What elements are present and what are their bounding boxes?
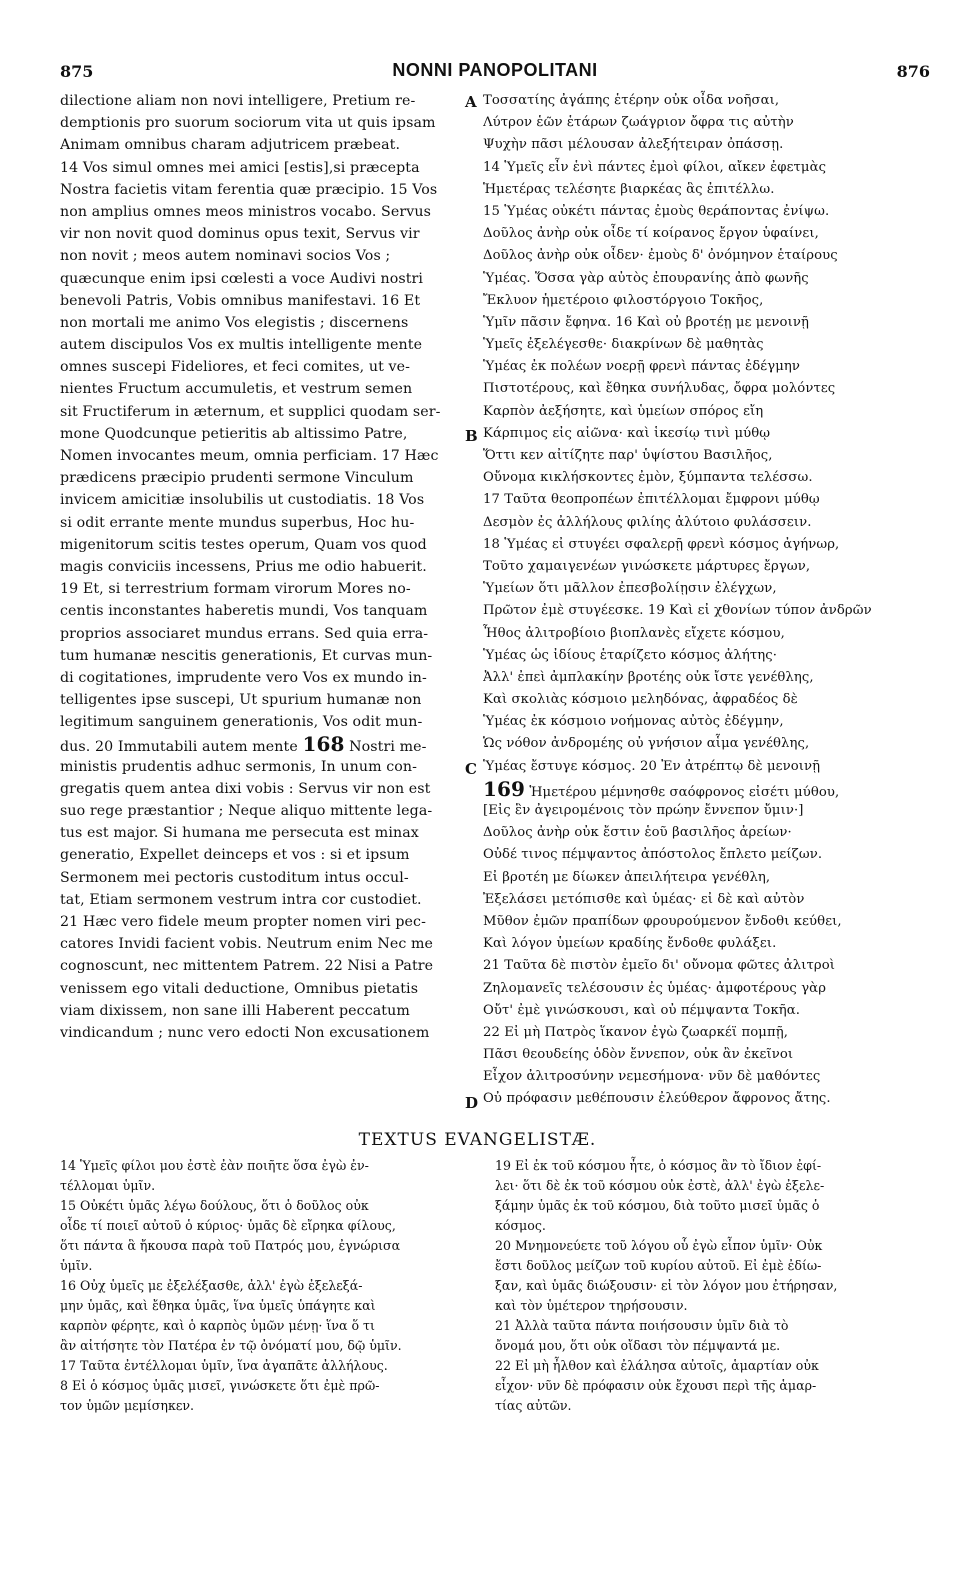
latin-text-line: proprios associaret mundus errans. Sed quia erra- [60, 625, 429, 642]
page-number-left: 875 [60, 62, 94, 81]
greek-text-segment: Ἡμετέρου μέμνησθε σαόφρονος εἰσέτι μύθου, [525, 784, 840, 800]
greek-text-line: Πᾶσι θεουδείης ὁδὸν ἔννεπον, οὐκ ἂν ἐκεῖνοι [483, 1047, 794, 1063]
greek-text-line: Ψυχὴν πᾶσι μέλουσαν ἀλεξήτειραν ὀπάσσῃ. [483, 137, 784, 153]
latin-text-line: catores Invidi facient vobis. Neutrum enim Nec me [60, 936, 434, 953]
latin-text-line: sit Fructiferum in æternum, et supplici quodam ser- [60, 403, 441, 420]
latin-text-line: Sermonem mei pectoris custoditum intus occul- [60, 869, 409, 886]
greek-text-line: Οὔνομα κικλήσκοντες ἐμὸν, ξύμπαντα τελέσσω. [483, 470, 813, 486]
greek-text-line: Ὡς νόθον ἀνδρομέης οὐ γνήσιον αἷμα γενέθλης, [483, 736, 810, 752]
gospel-text-line: τον ὑμῶν μεμίσηκεν. [60, 1398, 195, 1413]
latin-text-line: si odit errante mente mundus superbus, Hoc hu- [60, 514, 415, 531]
margin-letter-c: C [465, 760, 477, 778]
latin-text-line: vindicandum ; nunc vero edocti Non excusationem [60, 1024, 430, 1041]
latin-text-line: 21 Hæc vero fidele meum propter nomen viri pec- [60, 913, 426, 930]
greek-text-line: Δοῦλος ἀνὴρ οὐκ ἔστιν ἑοῦ βασιλῆος ἀρείων· [483, 825, 792, 841]
gospel-text-line: 14 Ὑμεῖς φίλοι μου ἐστὲ ἐὰν ποιῆτε ὅσα ἐγὼ ἐν- [60, 1158, 369, 1173]
greek-text-line: Ὑμέας. Ὅσσα γὰρ αὐτὸς ἐπουρανίης ἀπὸ φωνῆς [483, 270, 809, 286]
gospel-text-left-column [60, 1156, 465, 1576]
greek-text-line: [Εἰς ἓν ἀγειρομένοις τὸν πρώην ἔννεπον ὔμιν·] [483, 803, 804, 818]
greek-text-line: Εἶχον ἀλιτροσύνην νεμεσήμονα· νῦν δὲ μαθόντες [483, 1069, 821, 1085]
latin-text-line: tum humanæ nescitis generationis, Et curvas mun- [60, 647, 433, 664]
greek-text-line: Ἔκλυον ἡμετέροιο φιλοστόργοιο Τοκῆος, [483, 292, 764, 308]
gospel-text-line: καὶ τὸν ὑμέτερον τηρήσουσιν. [495, 1298, 688, 1313]
greek-text-line: Μῦθον ἐμῶν πραπίδων φρουρούμενον ἔνδοθι κεύθει, [483, 913, 842, 929]
greek-text-line: Ὑμείων ὅτι μᾶλλον ἐπεσβολίῃσιν ἐλέγχων, [483, 581, 777, 597]
gospel-text-line: ὑμῖν. [60, 1258, 93, 1273]
latin-text-line: demptionis pro suorum sociorum vita ut quis ipsam [60, 115, 436, 132]
latin-text-segment: dus. 20 Immutabili autem mente [60, 739, 303, 756]
latin-text-line: centis inconstantes haberetis mundi, Vos tanquam [60, 603, 428, 620]
running-header [60, 58, 930, 84]
latin-text-line: non mortali me animo Vos elegistis ; discernens [60, 314, 409, 331]
margin-letter-d: D [465, 1094, 479, 1112]
greek-text-line: Τοσσατίης ἀγάπης ἑτέρην οὐκ οἶδα νοῆσαι, [483, 93, 780, 108]
greek-text-line: Πρῶτον ἐμὲ στυγέεσκε. 19 Καὶ εἰ χθονίων τύπον ἀνδρῶν [483, 603, 872, 619]
latin-text-line: di cogitationes, imprudente vero Vos ex mundo in- [60, 669, 427, 686]
latin-text-line: autem discipulos Vos ex multis intelligente mente [60, 337, 423, 354]
margin-letter-a: A [465, 93, 477, 111]
column-number-168: 168 [302, 733, 345, 756]
gospel-text-line: ὅτι πάντα ἃ ἤκουσα παρὰ τοῦ Πατρός μου, ἐγνώρισα [60, 1238, 401, 1253]
greek-text-line: Ἐξελάσει μετόπισθε καὶ ὑμέας· εἰ δὲ καὶ αὐτὸν [483, 891, 805, 907]
greek-text-line: Καὶ λόγον ὑμείων κραδίης ἔνδοθε φυλάξει. [483, 936, 777, 952]
greek-text-line: Ὅττι κεν αἰτίζητε παρ' ὑψίστου Βασιλῆος, [483, 448, 773, 463]
latin-text-segment: Nostri me- [344, 739, 427, 756]
latin-text-line: nientes Fructum accumuletis, et vestrum semen [60, 381, 413, 398]
latin-text-line: omnes suscepi Fideliores, et feci comites, ut ve- [60, 359, 411, 376]
greek-text-line: Ἡμετέρας τελέσητε βιαρκέας ἃς ἐπιτέλλω. [483, 181, 775, 197]
greek-text-line: Ἦθος ἀλιτροβίοιο βιοπλανὲς εἴχετε κόσμου, [483, 625, 785, 641]
gospel-text-line: 16 Οὐχ ὑμεῖς με ἐξελέξασθε, ἀλλ' ἐγὼ ἐξελεξά- [60, 1278, 363, 1293]
gospel-text-line: μην ὑμᾶς, καὶ ἔθηκα ὑμᾶς, ἵνα ὑμεῖς ὑπάγητε καὶ [60, 1298, 376, 1313]
greek-text-line: Οὐ πρόφασιν μεθέπουσιν ἐλεύθερον ἄφρονος ἄτης. [483, 1091, 831, 1107]
latin-text-line: dilectione aliam non novi intelligere, Pretium re- [60, 93, 416, 109]
greek-text-line: 14 Ὑμεῖς εἶν ἑνὶ πάντες ἐμοὶ φίλοι, αἴκεν ἐφετμὰς [483, 159, 827, 175]
greek-text-line: Ὑμῖν πᾶσιν ἔφηνα. 16 Καὶ οὐ βροτέῃ με μενοινῇ [483, 314, 809, 330]
gospel-text-line: κόσμος. [495, 1218, 546, 1233]
latin-text-line: cognoscunt, nec mittentem Patrem. 22 Nisi a Patre [60, 958, 434, 975]
greek-text-line: Πιστοτέρους, καὶ ἔθηκα συνήλυδας, ὄφρα μολόντες [483, 381, 836, 397]
gospel-text-line: οἶδε τί ποιεῖ αὐτοῦ ὁ κύριος· ὑμᾶς δὲ εἴρηκα φίλους, [60, 1218, 396, 1233]
greek-text-line: Εἰ βροτέη με δίωκεν ἀπειλήτειρα γενέθλη, [483, 869, 771, 885]
latin-text-line: quæcunque enim ipsi cœlesti a voce Audivi nostri [60, 270, 424, 287]
gospel-text-line: ἔστι δοῦλος μείζων τοῦ κυρίου αὐτοῦ. Εἰ ἐμὲ ἐδίω- [495, 1258, 822, 1273]
latin-text-line: telligentes ipse suscepi, Ut spurium humanæ non [60, 692, 422, 709]
latin-text-line: tus est major. Si humana me persecuta est minax [60, 825, 419, 842]
latin-text-line: mone Quodcunque petieritis ab altissimo Patre, [60, 425, 408, 442]
latin-text-line [60, 733, 460, 755]
gospel-text-line: 22 Εἰ μὴ ἦλθον καὶ ἐλάλησα αὐτοῖς, ἁμαρτίαν οὐκ [495, 1358, 819, 1373]
greek-paraphrase-column [483, 90, 928, 1125]
greek-text-line: Καὶ σκολιὰς κόσμοιο μεληδόνας, ἀφραδέος δὲ [483, 692, 798, 708]
latin-text-line: migenitorum scitis testes operum, Quam vos quod [60, 536, 427, 553]
latin-text-line: tat, Etiam sermonem vestrum intra cor custodiet. [60, 891, 422, 908]
column-number-169: 169 [483, 777, 526, 800]
latin-text-line: viam dixissem, non sane illi Haberent peccatum [60, 1002, 410, 1019]
gospel-text-line: τίας αὐτῶν. [495, 1398, 572, 1413]
gospel-text-line: ξαν, καὶ ὑμᾶς διώξουσιν· εἰ τὸν λόγον μου ἐτήρησαν, [495, 1278, 838, 1293]
latin-text-line: invicem amicitiæ insolubilis ut custodiatis. 18 Vos [60, 492, 425, 509]
gospel-text-line: καρπὸν φέρητε, καὶ ὁ καρπὸς ὑμῶν μένῃ· ἵνα ὅ τι [60, 1318, 375, 1333]
greek-text-line: Ὑμέας ἐκ πολέων νοερῇ φρενὶ πάντας ἐδέγμην [483, 359, 800, 375]
greek-text-line: Ὑμεῖς ἐξελέγεσθε· διακρίνων δὲ μαθητὰς [483, 337, 764, 353]
latin-text-line: vir non novit quod dominus opus texit, Servus vir [60, 226, 420, 243]
latin-text-line: 14 Vos simul omnes mei amici [estis],si præcepta [60, 159, 420, 176]
gospel-text-line: 19 Εἰ ἐκ τοῦ κόσμου ἦτε, ὁ κόσμος ἂν τὸ ἴδιον ἐφί- [495, 1158, 822, 1173]
greek-text-line: Ὑμέας ἔστυγε κόσμος. 20 Ἐν ἀτρέπτῳ δὲ μενοινῇ [483, 758, 821, 774]
gospel-text-line: τέλλομαι ὑμῖν. [60, 1178, 156, 1193]
gospel-text-line: ξάμην ὑμᾶς ἐκ τοῦ κόσμου, διὰ τοῦτο μισεῖ ὑμᾶς ὁ [495, 1198, 820, 1213]
latin-translation-column [60, 90, 460, 1125]
gospel-text-line: 8 Εἰ ὁ κόσμος ὑμᾶς μισεῖ, γινώσκετε ὅτι ἐμὲ πρῶ- [60, 1378, 380, 1393]
greek-text-line: 15 Ὑμέας οὐκέτι πάντας ἐμοὺς θεράποντας ἐνίψω. [483, 203, 830, 219]
latin-text-line: Animam omnibus charam adjutricem præbeat. [60, 137, 401, 154]
greek-text-line: Δεσμὸν ἐς ἀλλήλους φιλίης ἀλύτοιο φυλάσσειν. [483, 514, 812, 530]
latin-text-line: suo rege præstantior ; Neque aliquo mittente lega- [60, 803, 433, 819]
gospel-text-line: 17 Ταῦτα ἐντέλλομαι ὑμῖν, ἵνα ἀγαπᾶτε ἀλλήλους. [60, 1358, 388, 1373]
greek-text-line: Ζηλομανεῖς τελέσουσιν ἐς ὑμέας· ἀμφοτέρους γὰρ [483, 980, 827, 996]
latin-text-line: benevoli Patris, Vobis omnibus manifestavi. 16 Et [60, 292, 421, 309]
greek-text-line: Ἀλλ' ἐπεὶ ἀμπλακίην βροτέης οὐκ ἴστε γενέθλης, [483, 669, 814, 685]
greek-text-line: Οὔτ' ἐμὲ γινώσκουσι, καὶ οὐ πέμψαντα Τοκῆα. [483, 1002, 801, 1018]
latin-text-line: 19 Et, si terrestrium formam virorum Mores no- [60, 581, 411, 598]
gospel-text-line: 21 Ἀλλὰ ταῦτα πάντα ποιήσουσιν ὑμῖν διὰ τὸ [495, 1318, 789, 1333]
latin-text-line: magis conviciis incessens, Prius me odio habuerit. [60, 558, 427, 575]
page-number-right: 876 [896, 62, 930, 81]
latin-text-line: non amplius omnes meos ministros vocabo. Servus [60, 203, 431, 220]
greek-text-line: Λύτρον ἑῶν ἑτάρων ζωάγριον ὄφρα τις αὐτὴν [483, 115, 794, 131]
gospel-text-line: ὄνομά μου, ὅτι οὐκ οἴδασι τὸν πέμψαντά με. [495, 1338, 781, 1353]
greek-text-line: 21 Ταῦτα δὲ πιστὸν ἐμεῖο δι' οὔνομα φῶτες ἀλιτροὶ [483, 958, 836, 974]
greek-text-line: 17 Ταῦτα θεοπροπέων ἐπιτέλλομαι ἔμφρονι μύθῳ [483, 492, 820, 508]
latin-text-line: prædicens præcipio prudenti sermone Vinculum [60, 470, 414, 487]
latin-text-line: non novit ; meos autem nominavi socios Vos ; [60, 248, 391, 265]
greek-text-line: 18 Ὑμέας εἰ στυγέει σφαλερῇ φρενὶ κόσμος ἀγήνωρ, [483, 536, 840, 552]
latin-text-line: generatio, Expellet deinceps et vos : si et ipsum [60, 847, 410, 864]
section-title: TEXTUS EVANGELISTÆ. [358, 1130, 597, 1150]
gospel-text-line: ἂν αἰτήσητε τὸν Πατέρα ἐν τῷ ὀνόματί μου, δῷ ὑμῖν. [60, 1338, 402, 1353]
greek-text-line: Κάρπιμος εἰς αἰῶνα· καὶ ἱκεσίῳ τινὶ μύθῳ [483, 425, 771, 441]
latin-text-line: legitimum sanguinem generationis, Vos odit mun- [60, 714, 423, 731]
gospel-text-line: 20 Μνημονεύετε τοῦ λόγου οὗ ἐγὼ εἶπον ὑμῖν· Οὐκ [495, 1238, 823, 1253]
running-title: NONNI PANOPOLITANI [392, 60, 598, 80]
gospel-text-line: 15 Οὐκέτι ὑμᾶς λέγω δούλους, ὅτι ὁ δοῦλος οὐκ [60, 1198, 369, 1213]
greek-text-line: Οὐδέ τινος πέμψαντος ἀπόστολος ἔπλετο μείζων. [483, 847, 823, 863]
greek-text-line: Ὑμέας ἐκ κόσμοιο νοήμονας αὐτὸς ἐδέγμην, [483, 714, 784, 730]
greek-text-line: Δοῦλος ἀνὴρ οὐκ οἶδε τί κοίρανος ἔργον ὑφαίνει, [483, 226, 819, 242]
latin-text-line: Nostra facietis vitam ferentia quæ præcipio. 15 Vos [60, 181, 438, 198]
latin-text-line: ministis prudentis adhuc sermonis, In unum con- [60, 758, 418, 775]
latin-text-line: venissem ego vitali deductione, Omnibus pietatis [60, 980, 419, 997]
margin-letter-b: B [465, 427, 478, 445]
greek-text-line: Δοῦλος ἀνὴρ οὐκ οἶδεν· ἐμοὺς δ' ὀνόμηνον ἑταίρους [483, 248, 838, 264]
greek-text-line: Τοῦτο χαμαιγενέων γινώσκετε μάρτυρες ἔργων, [483, 558, 811, 574]
gospel-text-line: εἶχον· νῦν δὲ πρόφασιν οὐκ ἔχουσι περὶ τῆς ἁμαρ- [495, 1378, 817, 1393]
greek-text-line [483, 778, 928, 800]
latin-text-line: Nomen invocantes meum, omnia perficiam. 17 Hæc [60, 448, 439, 464]
greek-text-line: 22 Εἰ μὴ Πατρὸς ἵκανον ἐγὼ ζωαρκέϊ πομπῇ, [483, 1024, 789, 1040]
latin-text-line: gregatis quem antea dixi vobis : Servus vir non est [60, 780, 431, 797]
gospel-text-right-column [495, 1156, 935, 1576]
gospel-text-line: λει· ὅτι δὲ ἐκ τοῦ κόσμου οὐκ ἐστὲ, ἀλλ' ἐγὼ ἐξελε- [495, 1178, 825, 1193]
greek-text-line: Καρπὸν ἀεξήσητε, καὶ ὑμείων σπόρος εἴη [483, 403, 764, 419]
greek-text-line: Ὑμέας ὡς ἰδίους ἑταρίζετο κόσμος ἀλήτης· [483, 647, 778, 663]
